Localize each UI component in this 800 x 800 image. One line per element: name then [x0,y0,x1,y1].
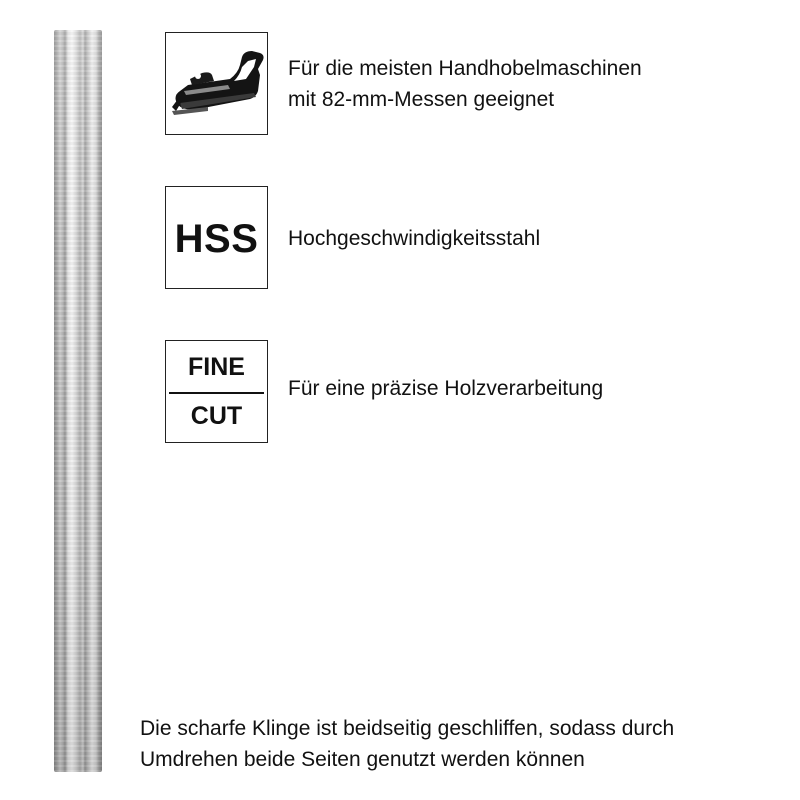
blade-shading [54,30,102,772]
footer-description: Die scharfe Klinge ist beidseitig geschliffen, sodass durch Umdrehen beide Seiten genutzt werden können [140,717,675,771]
fine-cut-icon [165,340,268,443]
hand-planer-drawing [168,45,265,125]
feature-text-precision: Für eine präzise Holzverarbeitung [288,377,604,400]
hss-icon [165,186,268,289]
feature-text-compatibility: Für die meisten Handhobelmaschinen mit 82-mm-Messen geeignet [288,57,642,111]
planer-blade-image [54,30,102,772]
hand-planer-icon [165,32,268,135]
fine-cut-divider [169,392,264,394]
feature-text-material: Hochgeschwindigkeitsstahl [288,227,541,250]
hss-icon-label: HSS [174,217,259,261]
fine-cut-icon-label-top: FINE [188,353,245,381]
fine-cut-icon-label-bottom: CUT [190,402,243,430]
